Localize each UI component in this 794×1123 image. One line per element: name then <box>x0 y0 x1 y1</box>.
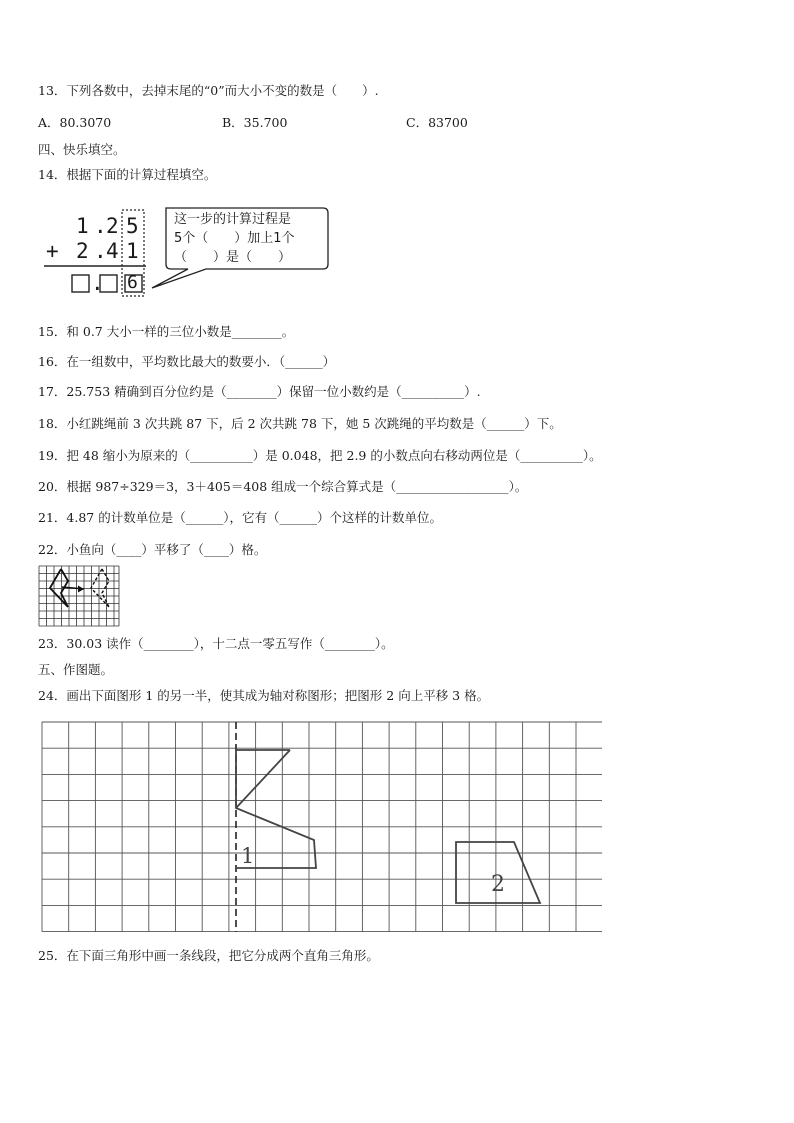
q19-text: 19．把 48 缩小为原来的（__________）是 0.048，把 2.9 的小数点向右移动两位是（__________）。 <box>38 448 602 463</box>
q14-bubble-line-2: 5个（ ）加上1个 <box>174 231 295 246</box>
q22-fish-grid <box>38 565 120 631</box>
q13-text: 13．下列各数中，去掉末尾的“0”而大小不变的数是（ ）. <box>38 83 379 98</box>
q14-row1-digit-1: 1 <box>76 214 89 238</box>
q25-text: 25．在下面三角形中画一条线段，把它分成两个直角三角形。 <box>38 948 379 963</box>
q14-row2-dot: . <box>94 239 107 263</box>
section-five-heading: 五、作图题。 <box>38 662 114 677</box>
q14-row1-dot: . <box>94 214 107 238</box>
q13-option-a: A．80.3070 <box>38 115 112 130</box>
q14-result-dot: . <box>91 271 104 295</box>
q20-text: 20．根据 987÷329＝3，3＋405＝408 组成一个综合算式是（__________________）。 <box>38 479 528 494</box>
q14-bubble-line-1: 这一步的计算过程是 <box>174 212 292 227</box>
q24-text: 24．画出下面图形 1 的另一半，使其成为轴对称图形；把图形 2 向上平移 3 格。 <box>38 688 490 703</box>
q17-text: 17．25.753 精确到百分位约是（________）保留一位小数约是（__________）. <box>38 384 481 399</box>
q16-text: 16．在一组数中，平均数比最大的数要小．（______） <box>38 354 336 369</box>
q13-option-c: C．83700 <box>406 115 468 130</box>
q23-text: 23．30.03 读作（________），十二点一零五写作（________）。 <box>38 636 394 651</box>
q24-label-2: 2 <box>491 872 505 897</box>
q24-label-1: 1 <box>241 844 255 868</box>
q24-grid-svg <box>40 720 602 935</box>
q22-grid-svg <box>38 565 120 627</box>
q24-drawing-grid <box>40 720 602 939</box>
q14-row2-digit-1: 2 <box>76 239 89 263</box>
q14-bubble-line-3: （ ）是（ ） <box>174 250 292 265</box>
q14-row1-digit-3: 5 <box>126 214 139 238</box>
q21-text: 21．4.87 的计数单位是（______），它有（______）个这样的计数单位。 <box>38 510 442 525</box>
q15-text: 15．和 0.7 大小一样的三位小数是________。 <box>38 324 295 339</box>
q18-text: 18．小红跳绳前 3 次共跳 87 下，后 2 次共跳 78 下，她 5 次跳绳的平均数是（______）下。 <box>38 416 562 431</box>
q13-option-b: B．35.700 <box>222 115 288 130</box>
q14-row1-digit-2: 2 <box>106 214 119 238</box>
q22-text: 22．小鱼向（____）平移了（____）格。 <box>38 542 267 557</box>
q14-result-box-1 <box>72 275 89 292</box>
q14-plus-sign: + <box>46 239 59 263</box>
q14-row2-digit-3: 1 <box>126 239 139 263</box>
section-four-heading: 四、快乐填空。 <box>38 142 126 157</box>
q14-result-digit: 6 <box>127 272 138 293</box>
q14-figure <box>38 200 338 300</box>
q14-row2-digit-2: 4 <box>106 239 119 263</box>
q14-text: 14．根据下面的计算过程填空。 <box>38 167 217 182</box>
